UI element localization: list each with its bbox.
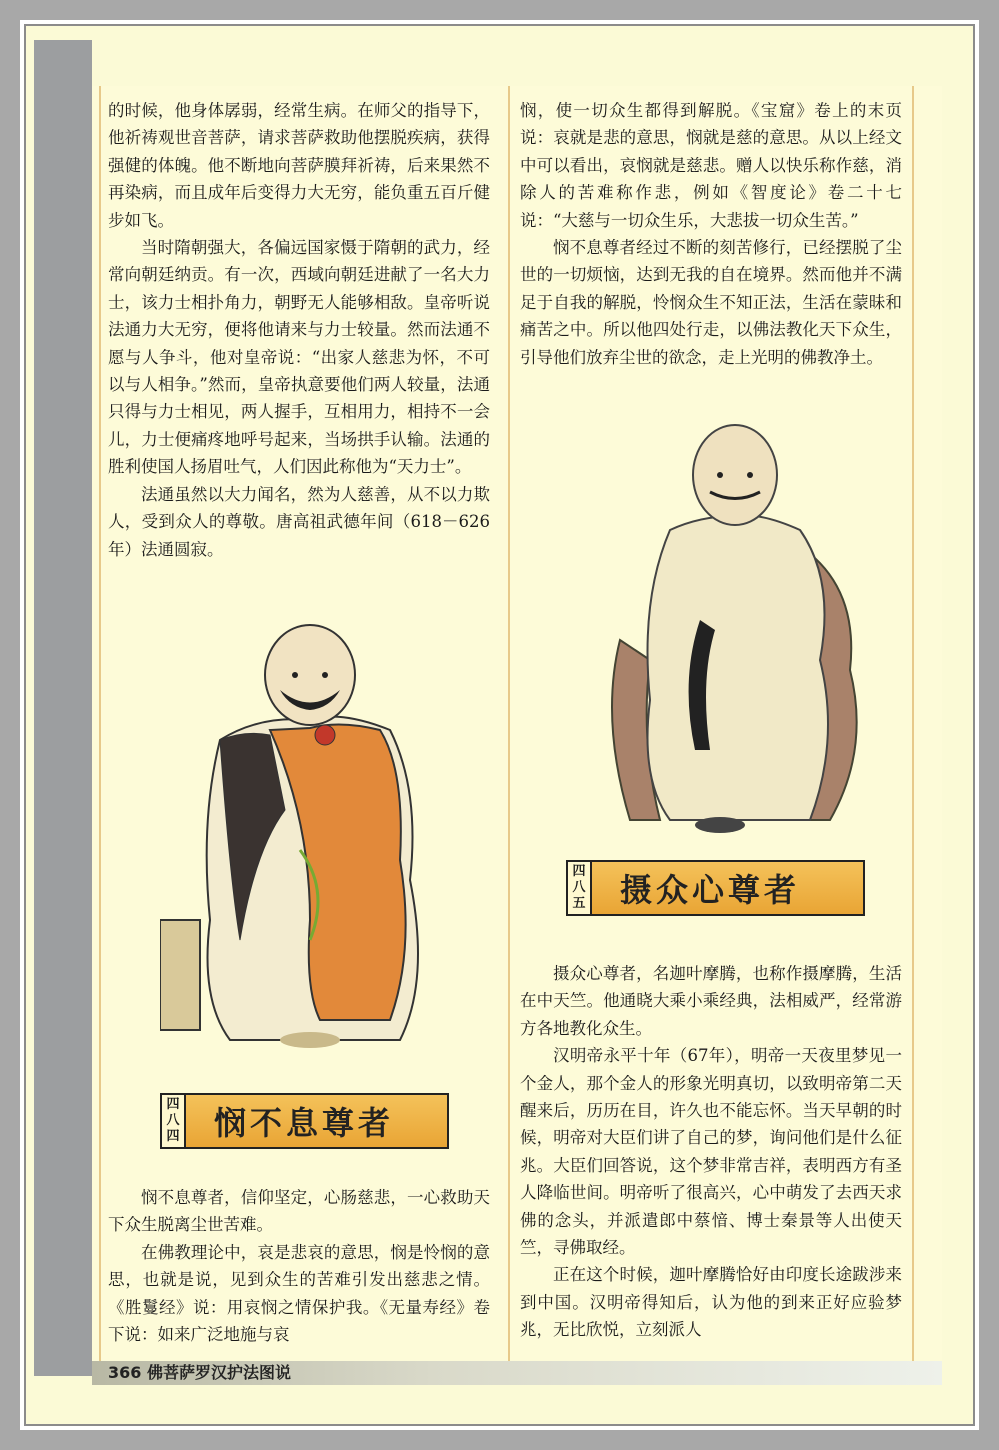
left-margin-bar <box>34 40 92 1376</box>
paragraph: 摄众心尊者，名迦叶摩腾，也称作摄摩腾，生活在中天竺。他通晓大乘小乘经典，法相威严，经常游方各地教化众生。 <box>520 964 902 1038</box>
number-char: 四 <box>166 1129 180 1144</box>
monk-illustration-left <box>160 620 460 1060</box>
center-column-rule <box>508 86 510 1361</box>
paragraph: 当时隋朝强大，各偏远国家慑于隋朝的武力，经常向朝廷纳贡。有一次，西域向朝廷进献了一名大力士，该力士相扑角力，朝野无人能够相敌。皇帝听说法通力大无穷，便将他请来与力士较量。然而法通不愿与人争斗，他对皇帝说：“出家人慈悲为怀，不可以与人相争。”然而，皇帝执意要他们两人较量，法通只得与力士相见，两人握手，互相用力，相持不一会儿，力士便痛疼地呼号起来，当场拱手认输。法通的胜利使国人扬眉吐气，人们因此称他为“天力士”。 <box>108 238 490 477</box>
number-char: 八 <box>166 1113 180 1128</box>
paragraph: 法通虽然以大力闻名，然为人慈善，从不以力欺人，受到众人的尊敬。唐高祖武德年间（618－626年）法通圆寂。 <box>108 484 490 559</box>
left-column-top-text <box>108 97 490 563</box>
number-char: 八 <box>572 880 586 895</box>
paragraph: 在佛教理论中，哀是悲哀的意思，悯是怜悯的意思，也就是说，见到众生的苦难引发出慈悲之情。《胜鬘经》说：用哀悯之情保护我。《无量寿经》卷下说：如来广泛地施与哀 <box>108 1242 490 1345</box>
paragraph: 悯，使一切众生都得到解脱。《宝窟》卷上的末页说：哀就是悲的意思，悯就是慈的意思。从以上经文中可以看出，哀悯就是慈悲。赠人以快乐称作慈，消除人的苦难称作悲，例如《智度论》卷二十七说：“大慈与一切众生乐，大悲拔一切众生苦。” <box>520 101 902 230</box>
left-column-rule <box>99 86 101 1361</box>
right-column-top-text <box>520 97 902 371</box>
right-column-rule <box>912 86 914 1361</box>
monk-illustration-right <box>600 420 880 850</box>
section-title-left: 悯不息尊者 <box>186 1093 449 1149</box>
paragraph: 悯不息尊者，信仰坚定，心肠慈悲，一心救助天下众生脱离尘世苦难。 <box>108 1188 490 1235</box>
section-title-right: 摄众心尊者 <box>592 860 865 916</box>
paragraph: 悯不息尊者经过不断的刻苦修行，已经摆脱了尘世的一切烦恼，达到无我的自在境界。然而他并不满足于自我的解脱，怜悯众生不知正法，生活在蒙昧和痛苦之中。所以他四处行走，以佛法教化天下众生，引导他们放弃尘世的欲念，走上光明的佛教净土。 <box>520 238 902 367</box>
title-number-left <box>160 1093 186 1149</box>
number-char: 四 <box>166 1097 180 1112</box>
page-footer: 366 佛菩萨罗汉护法图说 <box>92 1361 942 1385</box>
title-box-left <box>160 1093 449 1149</box>
paragraph: 的时候，他身体孱弱，经常生病。在师父的指导下，他祈祷观世音菩萨，请求菩萨救助他摆脱疾病，获得强健的体魄。他不断地向菩萨膜拜祈祷，后来果然不再染病，而且成年后变得力大无穷，能负重五百斤健步如飞。 <box>108 101 490 230</box>
number-char: 五 <box>572 896 586 911</box>
title-number-right <box>566 860 592 916</box>
right-column-bottom-text <box>520 960 902 1344</box>
paragraph: 正在这个时候，迦叶摩腾恰好由印度长途跋涉来到中国。汉明帝得知后，认为他的到来正好应验梦兆，无比欣悦，立刻派人 <box>520 1265 902 1340</box>
number-char: 四 <box>572 864 586 879</box>
title-box-right <box>566 860 865 916</box>
paragraph: 汉明帝永平十年（67年），明帝一天夜里梦见一个金人，那个金人的形象光明真切，以致明帝第二天醒来后，历历在目，许久也不能忘怀。当天早朝的时候，明帝对大臣们讲了自己的梦，询问他们是什么征兆。大臣们回答说，这个梦非常吉祥，表明西方有圣人降临世间。明帝听了很高兴，心中萌发了去西天求佛的念头，并派遣郎中蔡愔、博士秦景等人出使天竺，寻佛取经。 <box>520 1046 902 1258</box>
left-column-bottom-text <box>108 1184 490 1348</box>
